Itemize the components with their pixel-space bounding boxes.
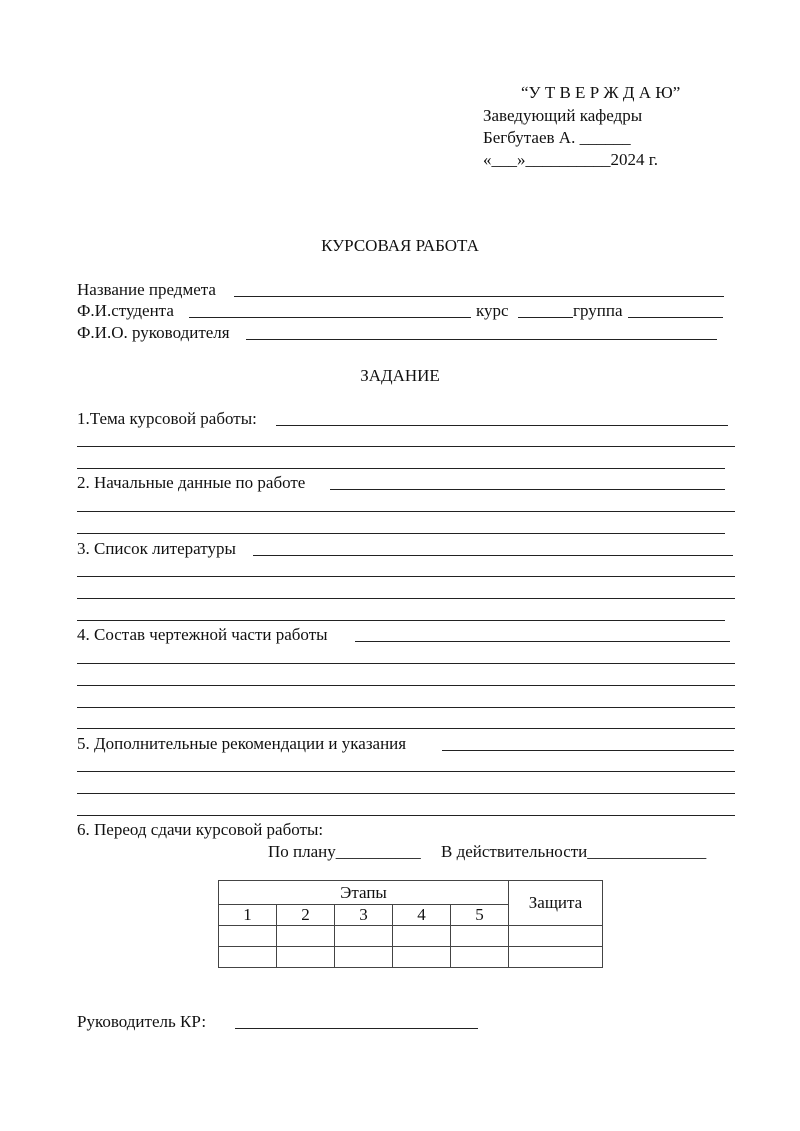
approval-title: “У Т В Е Р Ж Д А Ю” — [521, 83, 681, 102]
section-1-line[interactable] — [276, 425, 728, 426]
table-row — [219, 947, 603, 968]
section-3-line[interactable] — [77, 620, 725, 621]
table-cell[interactable] — [451, 926, 509, 947]
subject-field-line[interactable] — [234, 296, 724, 297]
table-cell[interactable] — [277, 947, 335, 968]
table-row — [219, 926, 603, 947]
approval-name: Бегбутаев А. ______ — [483, 128, 631, 147]
section-4-line[interactable] — [77, 685, 735, 686]
task-title: ЗАДАНИЕ — [360, 366, 440, 385]
stage-number: 2 — [277, 905, 335, 926]
actual-field[interactable]: В действительности______________ — [441, 842, 707, 861]
student-label: Ф.И.студента — [77, 301, 174, 320]
section-3-line[interactable] — [77, 598, 735, 599]
approval-position: Заведующий кафедры — [483, 106, 643, 125]
section-5-line[interactable] — [442, 750, 734, 751]
stage-number: 1 — [219, 905, 277, 926]
table-cell[interactable] — [335, 926, 393, 947]
section-1-line[interactable] — [77, 468, 725, 469]
table-cell[interactable] — [335, 947, 393, 968]
section-2-label: 2. Начальные данные по работе — [77, 473, 306, 492]
section-2-line[interactable] — [77, 533, 725, 534]
section-3-line[interactable] — [77, 576, 735, 577]
section-4-line[interactable] — [77, 707, 735, 708]
course-label: курс — [476, 301, 509, 320]
approval-date: «___»__________2024 г. — [483, 150, 659, 169]
section-1-line[interactable] — [77, 446, 735, 447]
subject-label: Название предмета — [77, 280, 216, 299]
section-4-line[interactable] — [77, 728, 735, 729]
section-3-label: 3. Список литературы — [77, 539, 236, 558]
section-6-label: 6. Перeод сдачи курсовой работы: — [77, 820, 324, 839]
section-5-line[interactable] — [77, 771, 735, 772]
section-5-line[interactable] — [77, 815, 735, 816]
group-field-line[interactable] — [628, 317, 723, 318]
stage-number: 3 — [335, 905, 393, 926]
section-4-line[interactable] — [77, 663, 735, 664]
by-plan-field[interactable]: По плану__________ — [268, 842, 421, 861]
table-cell[interactable] — [393, 947, 451, 968]
supervisor-field-line[interactable] — [246, 339, 717, 340]
course-field-line[interactable] — [518, 317, 573, 318]
section-1-label: 1.Тема курсовой работы: — [77, 409, 257, 428]
stage-number: 4 — [393, 905, 451, 926]
table-cell[interactable] — [451, 947, 509, 968]
student-field-line[interactable] — [189, 317, 471, 318]
footer-signature-line[interactable] — [235, 1028, 478, 1029]
section-5-line[interactable] — [77, 793, 735, 794]
section-3-line[interactable] — [253, 555, 733, 556]
document-title: КУРСОВАЯ РАБОТА — [321, 236, 479, 255]
stages-header: Этапы — [219, 881, 509, 905]
table-cell[interactable] — [219, 926, 277, 947]
table-cell[interactable] — [509, 947, 603, 968]
footer-supervisor-label: Руководитель КР: — [77, 1012, 207, 1031]
section-2-line[interactable] — [330, 489, 725, 490]
section-4-line[interactable] — [355, 641, 730, 642]
defense-header: Защита — [509, 881, 603, 926]
group-label: группа — [573, 301, 623, 320]
table-cell[interactable] — [219, 947, 277, 968]
section-2-line[interactable] — [77, 511, 735, 512]
table-cell[interactable] — [393, 926, 451, 947]
table-cell[interactable] — [509, 926, 603, 947]
stages-table — [218, 880, 603, 968]
stage-number: 5 — [451, 905, 509, 926]
table-cell[interactable] — [277, 926, 335, 947]
section-4-label: 4. Состав чертежной части работы — [77, 625, 328, 644]
supervisor-label: Ф.И.О. руководителя — [77, 323, 230, 342]
section-5-label: 5. Дополнительные рекомендации и указания — [77, 734, 407, 753]
